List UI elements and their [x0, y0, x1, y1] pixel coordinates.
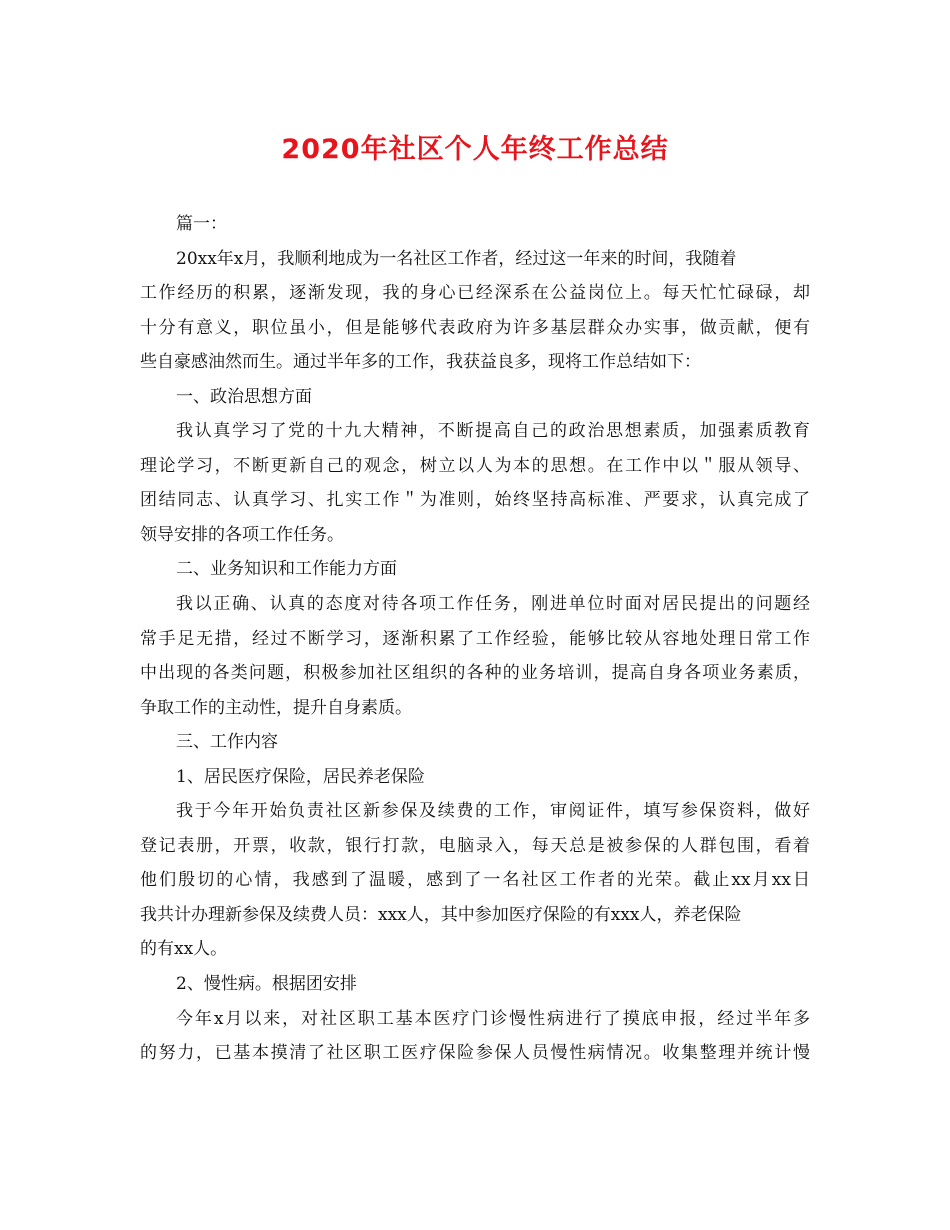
text-line: 今年x月以来，对社区职工基本医疗门诊慢性病进行了摸底申报，经过半年多	[176, 1008, 810, 1029]
text-line: 1、居民医疗保险，居民养老保险	[176, 766, 425, 787]
text-line: 20xx年x月，我顺利地成为一名社区工作者，经过这一年来的时间，我随着	[176, 248, 737, 269]
text-line: 常手足无措，经过不断学习，逐渐积累了工作经验，能够比较从容地处理日常工作	[140, 628, 810, 649]
text-line: 我以正确、认真的态度对待各项工作任务，刚进单位时面对居民提出的问题经	[176, 594, 810, 615]
text-line: 些自豪感油然而生。通过半年多的工作，我获益良多，现将工作总结如下：	[140, 352, 701, 373]
text-line: 中出现的各类问题，积极参加社区组织的各种的业务培训，提高自身各项业务素质，	[140, 663, 810, 684]
text-line: 理论学习，不断更新自己的观念，树立以人为本的思想。在工作中以＂服从领导、	[140, 455, 810, 476]
text-line: 篇一：	[176, 214, 227, 234]
text-line: 我认真学习了党的十九大精神，不断提高自己的政治思想素质，加强素质教育	[176, 421, 810, 442]
text-line: 2、慢性病。根据团安排	[176, 974, 357, 995]
text-line: 我共计办理新参保及续费人员：xxx人，其中参加医疗保险的有xxx人，养老保险	[140, 904, 742, 925]
text-line: 的努力，已基本摸清了社区职工医疗保险参保人员慢性病情况。收集整理并统计慢	[140, 1043, 810, 1064]
text-line: 我于今年开始负责社区新参保及续费的工作，审阅证件，填写参保资料，做好	[176, 801, 810, 822]
text-line: 登记表册，开票，收款，银行打款，电脑录入，每天总是被参保的人群包围，看着	[140, 835, 810, 856]
text-line: 他们殷切的心情，我感到了温暖，感到了一名社区工作者的光荣。截止xx月xx日	[140, 870, 810, 891]
text-line: 十分有意义，职位虽小，但是能够代表政府为许多基层群众办实事，做贡献，便有	[140, 317, 810, 338]
text-line: 二、业务知识和工作能力方面	[176, 559, 397, 580]
text-line: 领导安排的各项工作任务。	[140, 524, 344, 545]
text-line: 工作经历的积累，逐渐发现，我的身心已经深系在公益岗位上。每天忙忙碌碌，却	[140, 283, 810, 304]
document-title: 2020年社区个人年终工作总结	[281, 134, 669, 165]
text-line: 的有xx人。	[140, 939, 228, 960]
text-line: 一、政治思想方面	[176, 386, 312, 407]
text-line: 团结同志、认真学习、扎实工作＂为准则，始终坚持高标准、严要求，认真完成了	[140, 490, 810, 511]
text-line: 争取工作的主动性，提升自身素质。	[140, 697, 412, 718]
document-body	[140, 207, 810, 1071]
text-line: 三、工作内容	[176, 732, 278, 753]
